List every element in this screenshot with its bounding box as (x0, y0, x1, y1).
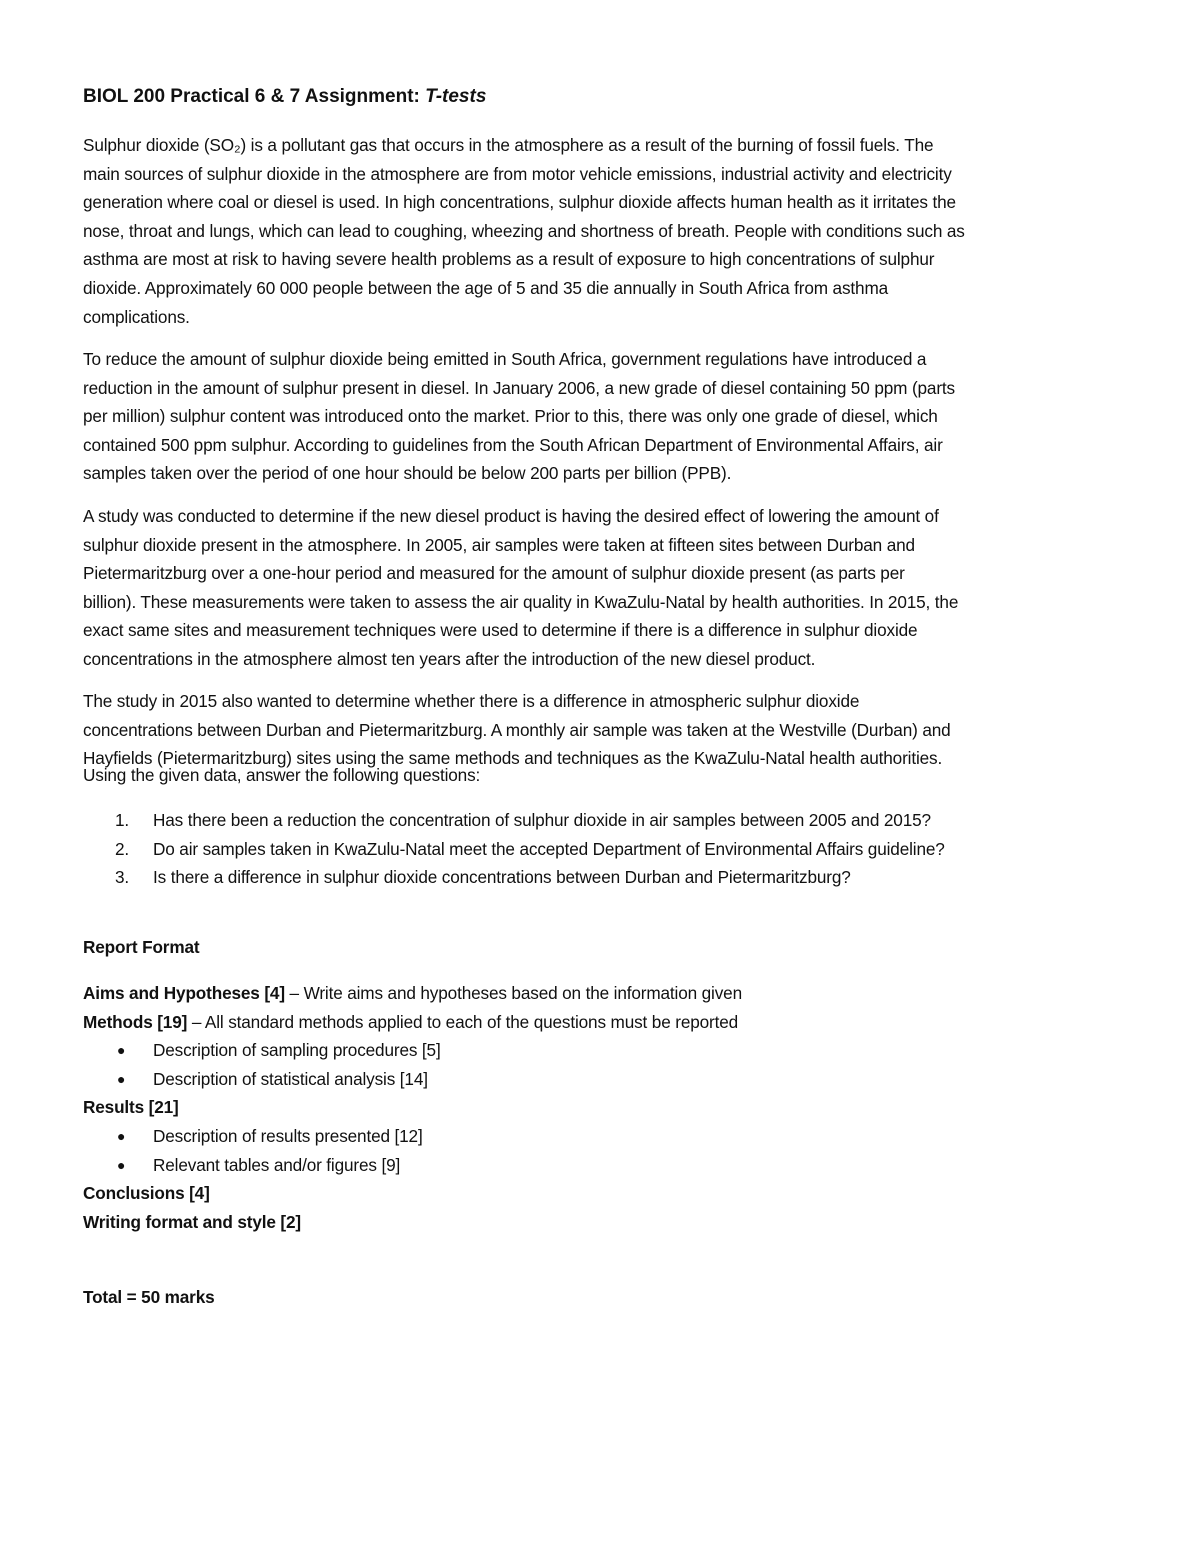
methods-subitem: ● Description of statistical analysis [14] (83, 1065, 742, 1094)
paragraph-line: main sources of sulphur dioxide in the atmosphere are from motor vehicle emissions, industrial activity and electricity (83, 163, 952, 184)
paragraph-line: sulphur dioxide present in the atmosphere. In 2005, air samples were taken at fifteen sites between Durban and (83, 534, 915, 555)
paragraph-line: exact same sites and measurement techniques were used to determine if there is a difference in sulphur dioxide (83, 620, 918, 641)
paragraph-line: reduction in the amount of sulphur present in diesel. In January 2006, a new grade of diesel containing 50 ppm (parts (83, 377, 955, 398)
aims-item: Aims and Hypotheses [4] – Write aims and hypotheses based on the information given (83, 983, 742, 1003)
paragraph-line: contained 500 ppm sulphur. According to guidelines from the South African Department of Environmental Affairs, air (83, 434, 943, 455)
paragraph-line: The study in 2015 also wanted to determine whether there is a difference in atmospheric sulphur dioxide (83, 691, 860, 711)
paragraph-line: nose, throat and lungs, which can lead to coughing, wheezing and shortness of breath. People with conditions such as (83, 220, 965, 241)
paragraph-line: asthma are most at risk to having severe health problems as a result of exposure to high concentrations of sulphur (83, 249, 935, 270)
bullet-icon: ● (117, 1127, 126, 1144)
total-marks: Total = 50 marks (83, 1287, 215, 1307)
paragraph-line: Hayfields (Pietermaritzburg) sites using the same methods and techniques as the KwaZulu-Natal health authorities. (83, 748, 943, 769)
paragraph-study-2015 (83, 687, 951, 773)
results-subitem: ● Description of results presented [12] (83, 1122, 742, 1151)
bullet-icon: ● (117, 1156, 126, 1173)
paragraph-line: Sulphur dioxide (SO₂) is a pollutant gas that occurs in the atmosphere as a result of the burning of fossil fuels. The (83, 135, 934, 155)
question-item: 2. Do air samples taken in KwaZulu-Natal meet the accepted Department of Environmental Affairs guideline? (115, 838, 945, 859)
paragraph-line: concentrations between Durban and Pietermaritzburg. A monthly air sample was taken at the Westville (Durban) and (83, 719, 951, 740)
bullet-icon: ● (117, 1042, 126, 1059)
paragraph-line: A study was conducted to determine if the new diesel product is having the desired effect of lowering the amount of (83, 506, 939, 526)
paragraph-line: dioxide. Approximately 60 000 people between the age of 5 and 35 die annually in South Africa from asthma (83, 277, 889, 298)
paragraph-line: Pietermaritzburg over a one-hour period and measured for the amount of sulphur dioxide present (as parts per (83, 563, 905, 584)
methods-subitem: ● Description of sampling procedures [5] (83, 1036, 742, 1065)
questions-intro: Using the given data, answer the following questions: (83, 765, 481, 785)
paragraph-sulphur-dioxide (83, 131, 965, 331)
bullet-icon: ● (117, 1070, 126, 1087)
writing-item: Writing format and style [2] (83, 1211, 301, 1232)
results-subitem: ● Relevant tables and/or figures [9] (83, 1151, 742, 1180)
questions-list (83, 806, 945, 892)
paragraph-line: per million) sulphur content was introduced onto the market. Prior to this, there was only one grade of diesel, which (83, 406, 938, 427)
question-item: 3. Is there a difference in sulphur dioxide concentrations between Durban and Pietermaritzburg? (115, 867, 851, 888)
document-title: BIOL 200 Practical 6 & 7 Assignment: T-tests (83, 86, 487, 107)
paragraph-line: To reduce the amount of sulphur dioxide being emitted in South Africa, government regulations have introduced a (83, 349, 927, 369)
methods-item: Methods [19] – All standard methods applied to each of the questions must be reported (83, 1011, 739, 1032)
paragraph-line: concentrations in the atmosphere almost ten years after the introduction of the new diesel product. (83, 648, 816, 669)
paragraph-line: complications. (83, 306, 190, 327)
paragraph-line: samples taken over the period of one hour should be below 200 parts per billion (PPB). (83, 463, 732, 484)
report-format-heading: Report Format (83, 937, 200, 957)
paragraph-line: billion). These measurements were taken to assess the air quality in KwaZulu-Natal by health authorities. In 2015, the (83, 591, 959, 612)
paragraph-line: generation where coal or diesel is used. In high concentrations, sulphur dioxide affects human health as it irritates the (83, 192, 956, 213)
question-item: 1. Has there been a reduction the concentration of sulphur dioxide in air samples between 2005 and 2015? (115, 810, 931, 830)
conclusions-item: Conclusions [4] (83, 1183, 210, 1204)
results-item: Results [21] (83, 1097, 179, 1118)
paragraph-regulations (83, 345, 955, 488)
report-format-list (83, 979, 742, 1236)
paragraph-study (83, 502, 958, 674)
